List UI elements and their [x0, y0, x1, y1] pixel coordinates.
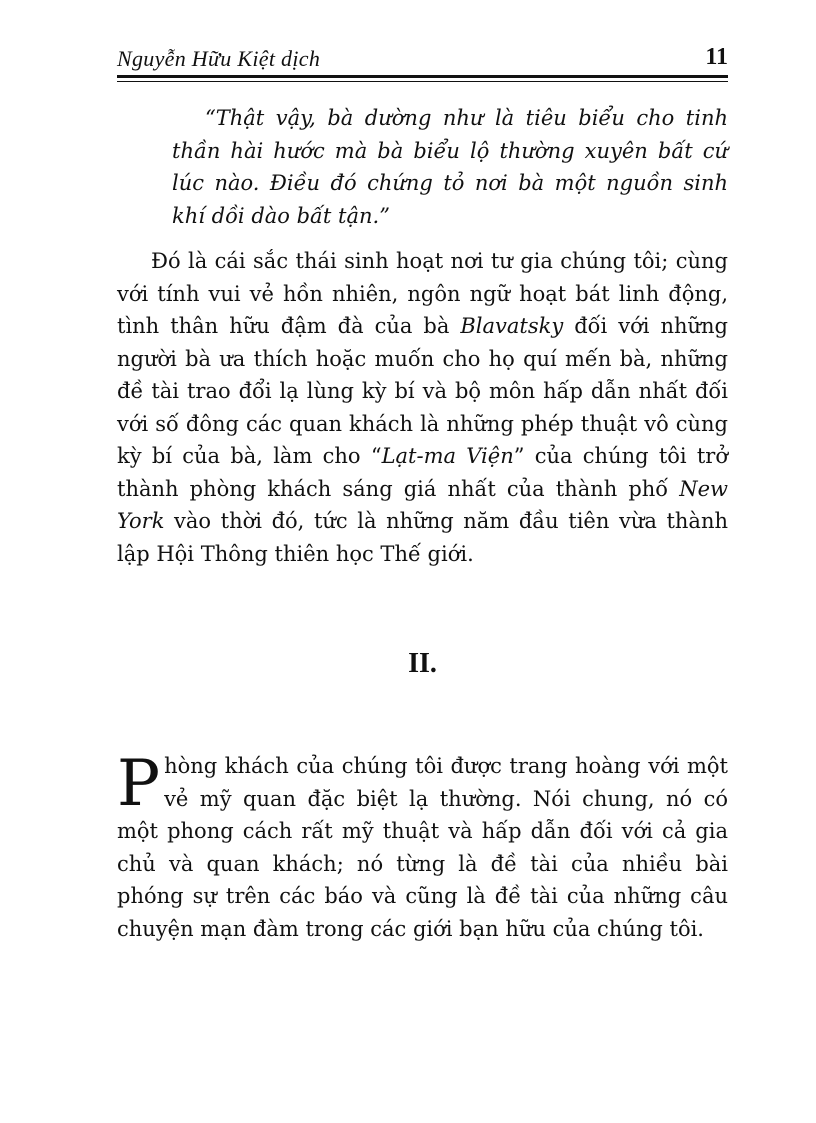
close-quote-mark: ”: [513, 444, 525, 468]
paragraph-1-part1: Đó là cái sắc thái sinh hoạt nơi tư gia chúng tôi; cùng với tính vui vẻ hồn nhiên, ngôn ngữ hoạt bát linh động, tình thân hữu đậm đà của bà: [117, 249, 728, 338]
paragraph-1-part4: vào thời đó, tức là những năm đầu tiên vừa thành lập Hội Thông thiên học Thế giới.: [117, 509, 728, 566]
body-paragraph-1: [117, 245, 728, 570]
body-paragraph-2: [117, 747, 728, 945]
paragraph-2-body: hòng khách của chúng tôi được trang hoàng với một vẻ mỹ quan đặc biệt lạ thường. Nói chung, nó có một phong cách rất mỹ thuật và hấp dẫn đối với cả gia chủ và quan khách; nó từng là đề tài của nhiều bài phóng sự trên các báo và cũng là đề tài của những câu chuyện mạn đàm trong các giới bạn hữu của chúng tôi.: [117, 754, 728, 941]
drop-cap-letter: P: [117, 747, 161, 821]
paragraph-1-part3: của chúng tôi trở thành phòng khách sáng giá nhất của thành phố: [117, 444, 728, 501]
header-title: Nguyễn Hữu Kiệt dịch: [117, 46, 321, 71]
book-page: [117, 0, 728, 1123]
header-rule-thin: [117, 81, 728, 82]
paragraph-1-text: [117, 245, 728, 570]
section-heading: II.: [408, 648, 437, 679]
page-number: 11: [705, 44, 728, 70]
running-header: [117, 44, 728, 76]
name-new-york: New York: [117, 476, 728, 533]
paragraph-2-text: [117, 747, 728, 945]
name-blavatsky: Blavatsky: [460, 314, 564, 338]
paragraph-1-part2: đối với những người bà ưa thích hoặc muốn cho họ quí mến bà, những đề tài trao đổi lạ lùng kỳ bí và bộ môn hấp dẫn nhất đối với số đông các quan khách là những phép thuật vô cùng kỳ bí của bà, làm cho: [117, 314, 728, 468]
open-quote-mark: “: [370, 444, 382, 468]
name-lat-ma-vien: Lạt-ma Viện: [381, 444, 514, 468]
block-quote: [172, 102, 728, 232]
header-rule-thick: [117, 75, 728, 78]
quote-text: “Thật vậy, bà dường như là tiêu biểu cho tinh thần hài hước mà bà biểu lộ thường xuyên bất cứ lúc nào. Điều đó chứng tỏ nơi bà một nguồn sinh khí dồi dào bất tận.”: [172, 106, 728, 228]
